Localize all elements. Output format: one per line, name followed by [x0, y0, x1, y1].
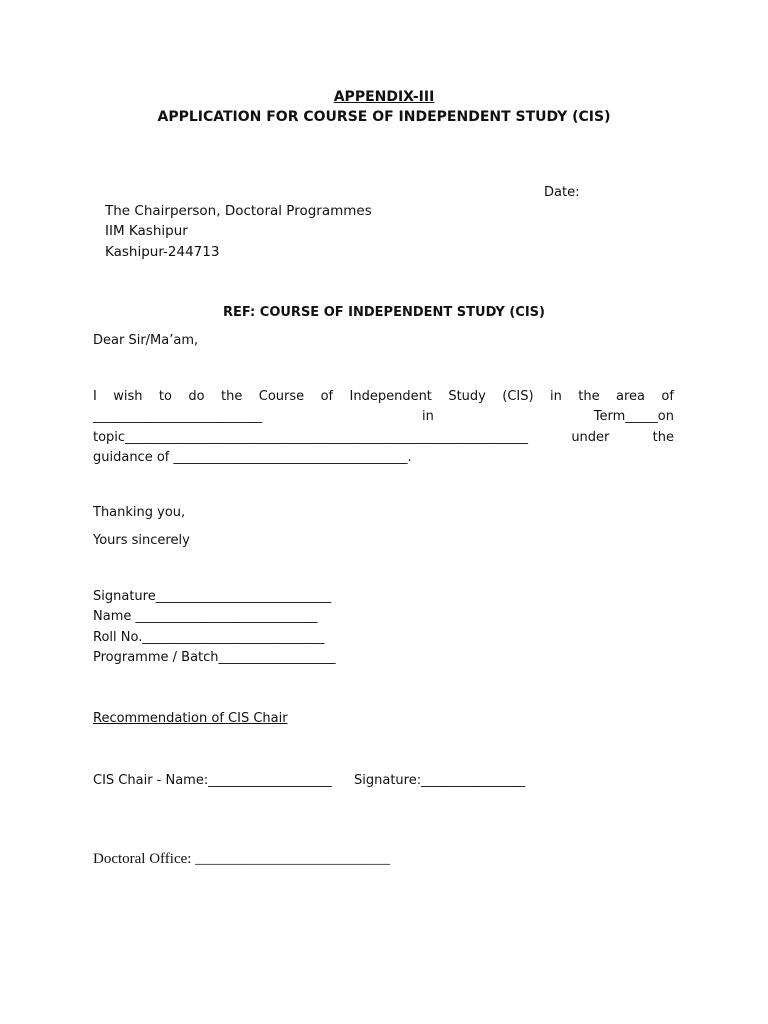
salutation: Dear Sir/Ma’am, — [93, 333, 199, 348]
address-line-3: Kashipur-244713 — [105, 244, 220, 260]
address-line-2: IIM Kashipur — [105, 223, 188, 239]
page-title: APPLICATION FOR COURSE OF INDEPENDENT STUDY (CIS) — [157, 109, 611, 125]
appendix-heading: APPENDIX-III — [333, 89, 435, 105]
term-blank[interactable]: Term_____on — [593, 409, 674, 424]
signature-field[interactable]: Signature___________________________ — [93, 589, 332, 604]
name-field[interactable]: Name ____________________________ — [93, 609, 318, 624]
guidance-blank[interactable]: guidance of ____________________________________. — [93, 450, 412, 465]
area-blank[interactable]: __________________________ — [93, 409, 262, 424]
date-label: Date: — [544, 185, 580, 200]
ref-line: REF: COURSE OF INDEPENDENT STUDY (CIS) — [223, 305, 545, 320]
topic-blank[interactable]: topic______________________________________________________________ — [93, 430, 529, 445]
body-line-3: topic______________________________________________________________ under the — [93, 430, 674, 445]
body-line-2: __________________________ in Term_____on — [93, 409, 674, 424]
recommendation-heading: Recommendation of CIS Chair — [93, 711, 288, 726]
cis-chair-signature-field[interactable]: Signature:________________ — [354, 773, 526, 788]
programme-batch-field[interactable]: Programme / Batch__________________ — [93, 650, 336, 665]
doctoral-office-field[interactable]: Doctoral Office: __________________________ — [93, 851, 391, 867]
sign-off: Yours sincerely — [93, 533, 190, 548]
address-line-1: The Chairperson, Doctoral Programmes — [105, 203, 372, 219]
cis-chair-name-field[interactable]: CIS Chair - Name:___________________ — [93, 773, 332, 788]
thanks-line: Thanking you, — [93, 505, 186, 520]
body-line-1: I wish to do the Course of Independent Study (CIS) in the area of — [93, 389, 674, 404]
roll-no-field[interactable]: Roll No.____________________________ — [93, 630, 325, 645]
